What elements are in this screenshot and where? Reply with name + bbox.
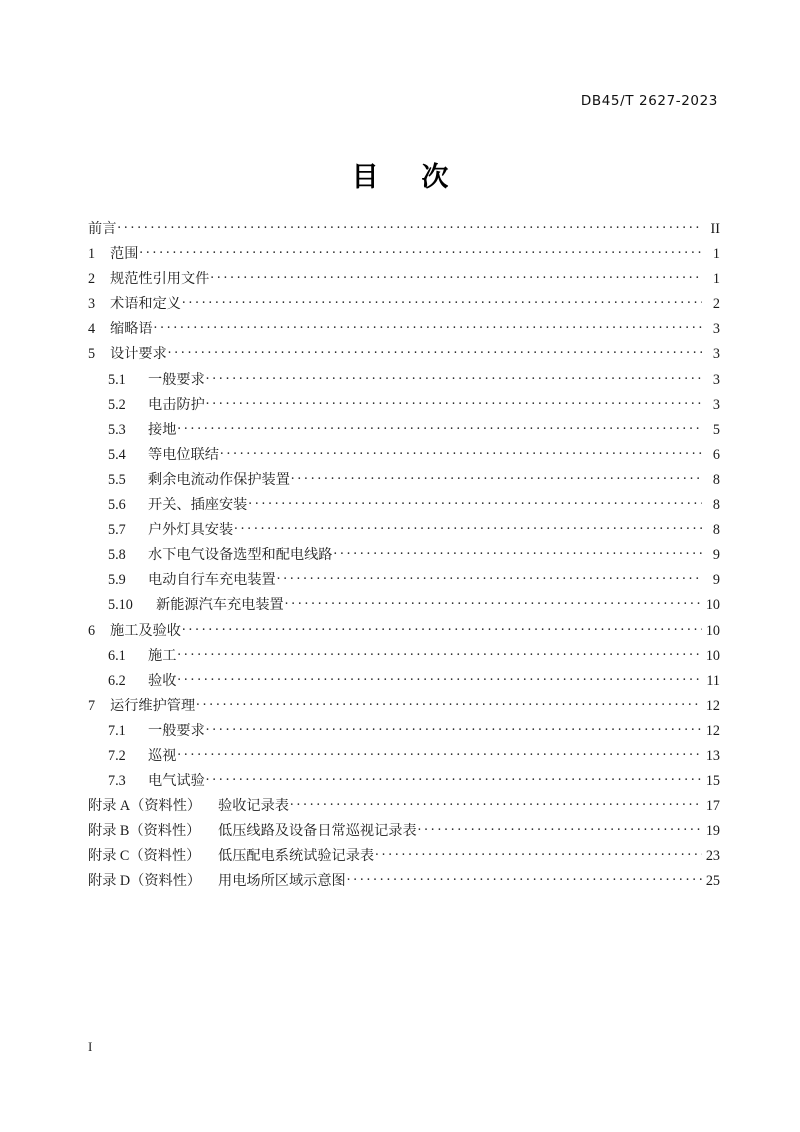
dot-leader xyxy=(248,495,702,509)
toc-entry-page-number: 8 xyxy=(712,497,720,514)
dot-leader xyxy=(206,721,702,735)
toc-entry-title: 施工 xyxy=(148,647,177,664)
toc-entry-number: 7.1 xyxy=(108,722,126,739)
toc-entry-number: 7.2 xyxy=(108,747,126,764)
dot-leader xyxy=(168,344,702,358)
dot-leader xyxy=(177,746,702,760)
toc-entry-title: 电击防护 xyxy=(148,396,205,413)
toc-entry-title: 等电位联结 xyxy=(148,446,219,463)
toc-entry-page-number: 6 xyxy=(712,446,720,463)
toc-entry-page-number: 3 xyxy=(712,396,720,413)
toc-entry[interactable] xyxy=(88,569,720,594)
dot-leader xyxy=(347,871,702,885)
toc-entry-page-number: 19 xyxy=(705,823,720,840)
toc-entry-label xyxy=(88,620,181,640)
dot-leader xyxy=(277,570,702,584)
toc-entry-page-number: 3 xyxy=(712,371,720,388)
toc-entry-number: 6 xyxy=(88,622,96,639)
dot-leader xyxy=(220,445,702,459)
toc-entry-title: 低压线路及设备日常巡视记录表 xyxy=(218,823,417,840)
toc-entry-label xyxy=(88,494,247,514)
toc-entry-label xyxy=(88,268,209,288)
toc-entry-number: 5.7 xyxy=(108,522,126,539)
toc-entry-number: 5 xyxy=(88,346,96,363)
toc-entry-page-number: 9 xyxy=(712,547,720,564)
toc-entry-page-number: 10 xyxy=(705,622,720,639)
toc-entry-title: 水下电气设备选型和配电线路 xyxy=(148,547,333,564)
toc-entry-page-number: 12 xyxy=(705,722,720,739)
toc-entry[interactable] xyxy=(88,544,720,569)
toc-entry-page-number: 8 xyxy=(712,522,720,539)
toc-entry-page-number: 10 xyxy=(705,647,720,664)
toc-entry-label xyxy=(88,795,289,815)
toc-entry[interactable] xyxy=(88,820,720,845)
toc-entry-page-number: 1 xyxy=(712,271,720,288)
toc-entry-page-number: II xyxy=(710,221,720,237)
toc-entry-number: 5.8 xyxy=(108,547,126,564)
toc-entry-title: 巡视 xyxy=(148,747,177,764)
toc-entry-number: 5.6 xyxy=(108,497,126,514)
toc-entry-number: 6.2 xyxy=(108,672,126,689)
toc-entry-label xyxy=(88,594,284,614)
toc-entry-page-number: 10 xyxy=(705,597,720,614)
toc-entry-title: 验收记录表 xyxy=(218,798,289,815)
toc-entry-title: 一般要求 xyxy=(148,371,205,388)
dot-leader xyxy=(182,620,702,634)
toc-entry-title: 接地 xyxy=(148,421,177,438)
dot-leader xyxy=(177,645,702,659)
dot-leader xyxy=(182,294,702,308)
toc-entry-page-number: 3 xyxy=(712,321,720,338)
toc-entry-label xyxy=(88,820,417,840)
toc-entry-page-number: 2 xyxy=(712,296,720,313)
toc-entry-label xyxy=(88,419,176,439)
toc-entry-label xyxy=(88,243,138,263)
toc-entry[interactable] xyxy=(88,695,720,720)
toc-entry-title: 规范性引用文件 xyxy=(110,271,210,288)
dot-leader xyxy=(291,470,702,484)
toc-entry[interactable] xyxy=(88,795,720,820)
standard-number-header: DB45/T 2627-2023 xyxy=(580,93,718,109)
toc-entry[interactable] xyxy=(88,243,720,268)
toc-entry-number: 4 xyxy=(88,321,96,338)
toc-entry-title: 范围 xyxy=(110,246,139,263)
toc-entry-number: 5.4 xyxy=(108,446,126,463)
toc-entry-page-number: 25 xyxy=(705,873,720,890)
toc-entry-number: 附录 B（资料性） xyxy=(88,823,201,840)
toc-entry-label xyxy=(88,343,167,363)
toc-entry[interactable] xyxy=(88,645,720,670)
toc-entry[interactable] xyxy=(88,519,720,544)
toc-entry[interactable] xyxy=(88,745,720,770)
toc-entry-label xyxy=(88,845,374,865)
toc-entry-title: 缩略语 xyxy=(110,321,153,338)
toc-entry-page-number: 15 xyxy=(705,773,720,790)
toc-entry-title: 户外灯具安装 xyxy=(148,522,234,539)
toc-entry-title: 设计要求 xyxy=(110,346,167,363)
toc-entry-label xyxy=(88,318,153,338)
toc-entry-label xyxy=(88,544,332,564)
toc-entry[interactable] xyxy=(88,670,720,695)
toc-entry-page-number: 17 xyxy=(705,798,720,815)
toc-entry-number: 附录 C（资料性） xyxy=(88,848,201,865)
toc-entry-number: 6.1 xyxy=(108,647,126,664)
toc-entry-number: 7.3 xyxy=(108,773,126,790)
toc-entry[interactable] xyxy=(88,394,720,419)
toc-entry-label xyxy=(88,720,205,740)
dot-leader xyxy=(177,420,702,434)
toc-entry-number: 5.1 xyxy=(108,371,126,388)
toc-entry-title: 施工及验收 xyxy=(110,622,181,639)
toc-entry-label xyxy=(88,569,276,589)
toc-entry-number: 3 xyxy=(88,296,96,313)
toc-entry[interactable] xyxy=(88,770,720,795)
toc-entry-page-number: 12 xyxy=(705,697,720,714)
toc-entry-number: 附录 A（资料性） xyxy=(88,798,202,815)
toc-entry-label xyxy=(88,469,290,489)
toc-entry-number: 5.2 xyxy=(108,396,126,413)
page-title: 目 次 xyxy=(351,162,467,192)
toc-entry[interactable] xyxy=(88,268,720,293)
toc-entry-title: 一般要求 xyxy=(148,722,205,739)
toc-entry-title: 新能源汽车充电装置 xyxy=(156,597,284,614)
toc-entry[interactable] xyxy=(88,343,720,368)
toc-entry[interactable] xyxy=(88,720,720,745)
dot-leader xyxy=(206,771,702,785)
toc-entry-label xyxy=(88,293,181,313)
toc-entry-page-number: 23 xyxy=(705,848,720,865)
toc-entry[interactable] xyxy=(88,218,720,243)
toc-entry-title: 低压配电系统试验记录表 xyxy=(218,848,375,865)
toc-entry-label xyxy=(88,444,219,464)
dot-leader xyxy=(333,545,702,559)
toc-entry-page-number: 3 xyxy=(712,346,720,363)
toc-entry[interactable] xyxy=(88,369,720,394)
toc-entry[interactable] xyxy=(88,594,720,619)
dot-leader xyxy=(418,821,702,835)
toc-entry-number: 2 xyxy=(88,271,96,288)
dot-leader xyxy=(234,520,702,534)
toc-entry-number: 附录 D（资料性） xyxy=(88,873,202,890)
dot-leader xyxy=(210,269,702,283)
toc-entry-label xyxy=(88,218,116,238)
toc-entry-page-number: 11 xyxy=(706,672,720,689)
toc-entry-title: 术语和定义 xyxy=(110,296,181,313)
dot-leader xyxy=(139,244,702,258)
toc-entry[interactable] xyxy=(88,444,720,469)
toc-entry-page-number: 8 xyxy=(712,471,720,488)
toc-entry-label xyxy=(88,770,205,790)
dot-leader xyxy=(206,369,702,383)
toc-entry-number: 5.3 xyxy=(108,421,126,438)
toc-entry-label xyxy=(88,369,205,389)
toc-entry-title: 验收 xyxy=(148,672,177,689)
toc-entry[interactable] xyxy=(88,419,720,444)
toc-entry-number: 5.9 xyxy=(108,572,126,589)
toc-entry-label xyxy=(88,519,233,539)
dot-leader xyxy=(196,696,702,710)
toc-entry-label xyxy=(88,695,195,715)
footer-page-number: I xyxy=(88,1039,93,1054)
toc-entry[interactable] xyxy=(88,494,720,519)
toc-entry-label xyxy=(88,670,176,690)
toc-entry[interactable] xyxy=(88,318,720,343)
toc-entry[interactable] xyxy=(88,870,720,895)
toc-entry-number: 5.10 xyxy=(108,597,133,614)
toc-entry-page-number: 1 xyxy=(712,246,720,263)
toc-entry-title: 剩余电流动作保护装置 xyxy=(148,471,290,488)
table-of-contents xyxy=(88,218,720,896)
toc-entry-title: 用电场所区域示意图 xyxy=(218,873,346,890)
dot-leader xyxy=(154,319,702,333)
toc-entry-number: 5.5 xyxy=(108,471,126,488)
toc-entry-label xyxy=(88,745,176,765)
toc-entry-title: 前言 xyxy=(88,221,117,237)
toc-entry[interactable] xyxy=(88,845,720,870)
dot-leader xyxy=(285,595,702,609)
toc-entry[interactable] xyxy=(88,293,720,318)
toc-entry-title: 电气试验 xyxy=(148,773,205,790)
toc-entry-label xyxy=(88,870,346,890)
toc-entry-page-number: 13 xyxy=(705,747,720,764)
dot-leader xyxy=(206,394,702,408)
toc-entry-number: 7 xyxy=(88,697,96,714)
toc-entry-title: 运行维护管理 xyxy=(110,697,196,714)
toc-entry-label xyxy=(88,394,205,414)
toc-entry-page-number: 5 xyxy=(712,421,720,438)
dot-leader xyxy=(177,671,702,685)
toc-entry-title: 开关、插座安装 xyxy=(148,497,248,514)
toc-entry[interactable] xyxy=(88,469,720,494)
dot-leader xyxy=(375,846,702,860)
dot-leader xyxy=(117,219,702,233)
toc-entry-page-number: 9 xyxy=(712,572,720,589)
dot-leader xyxy=(290,796,702,810)
toc-entry-label xyxy=(88,645,176,665)
toc-entry[interactable] xyxy=(88,620,720,645)
toc-entry-title: 电动自行车充电装置 xyxy=(148,572,276,589)
toc-entry-number: 1 xyxy=(88,246,96,263)
